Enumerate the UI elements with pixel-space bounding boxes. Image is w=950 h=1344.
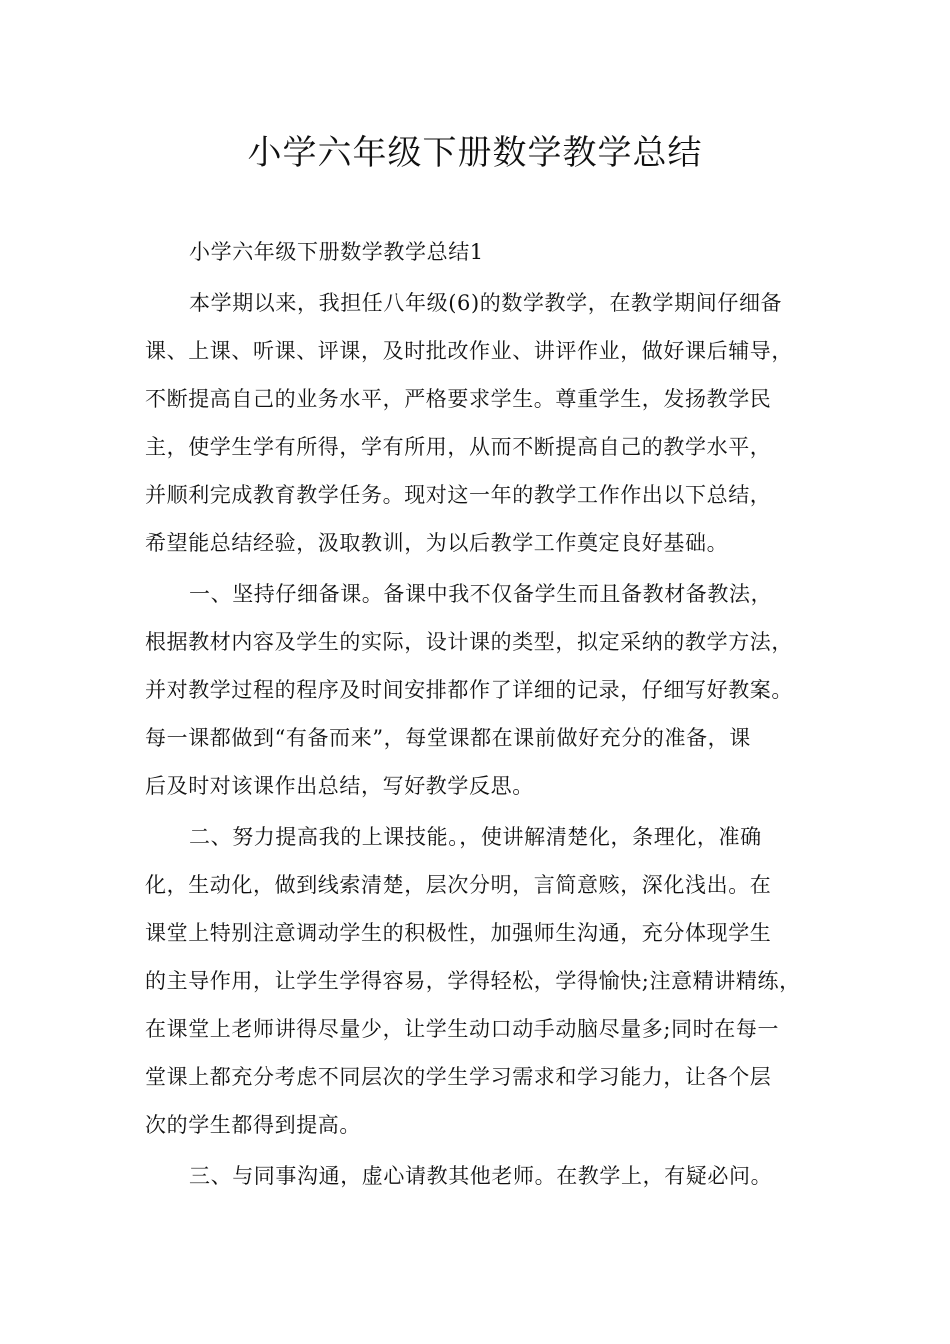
paragraph-line: 在课堂上老师讲得尽量少，让学生动口动手动脑尽量多;同时在每一 — [145, 1017, 780, 1041]
paragraph-line: 三、与同事沟通，虚心请教其他老师。在教学上，有疑必问。 — [189, 1164, 773, 1188]
paragraph-line: 课、上课、听课、评课，及时批改作业、讲评作业，做好课后辅导， — [145, 339, 793, 363]
document-title: 小学六年级下册数学教学总结 — [247, 133, 703, 173]
paragraph-line: 堂课上都充分考虑不同层次的学生学习需求和学习能力，让各个层 — [145, 1065, 772, 1089]
paragraph-line: 并顺利完成教育教学任务。现对这一年的教学工作作出以下总结， — [145, 483, 772, 507]
paragraph-line: 并对教学过程的程序及时间安排都作了详细的记录，仔细写好教案。 — [145, 678, 793, 702]
paragraph-line: 希望能总结经验，汲取教训，为以后教学工作奠定良好基础。 — [145, 531, 729, 555]
paragraph-line: 本学期以来，我担任八年级(6)的数学教学，在教学期间仔细备 — [189, 291, 783, 315]
paragraph-line: 的主导作用，让学生学得容易，学得轻松，学得愉快;注意精讲精练， — [145, 969, 801, 993]
section-heading: 小学六年级下册数学教学总结1 — [189, 240, 484, 264]
paragraph-line: 每一课都做到“有备而来”，每堂课都在课前做好充分的准备，课 — [145, 726, 751, 750]
paragraph-line: 主，使学生学有所得，学有所用，从而不断提高自己的教学水平， — [145, 435, 772, 459]
paragraph-line: 次的学生都得到提高。 — [145, 1113, 361, 1137]
paragraph-line: 化，生动化，做到线索清楚，层次分明，言简意赅，深化浅出。在 — [145, 873, 772, 897]
paragraph-line: 一、坚持仔细备课。备课中我不仅备学生而且备教材备教法， — [189, 582, 773, 606]
paragraph-line: 后及时对该课作出总结，写好教学反思。 — [145, 774, 534, 798]
paragraph-line: 二、努力提高我的上课技能。，使讲解清楚化，条理化，准确 — [189, 825, 762, 849]
paragraph-line: 根据教材内容及学生的实际，设计课的类型，拟定采纳的教学方法， — [145, 630, 793, 654]
paragraph-line: 不断提高自己的业务水平，严格要求学生。尊重学生，发扬教学民 — [145, 387, 772, 411]
paragraph-line: 课堂上特别注意调动学生的积极性，加强师生沟通，充分体现学生 — [145, 921, 772, 945]
document-body — [145, 228, 825, 1200]
